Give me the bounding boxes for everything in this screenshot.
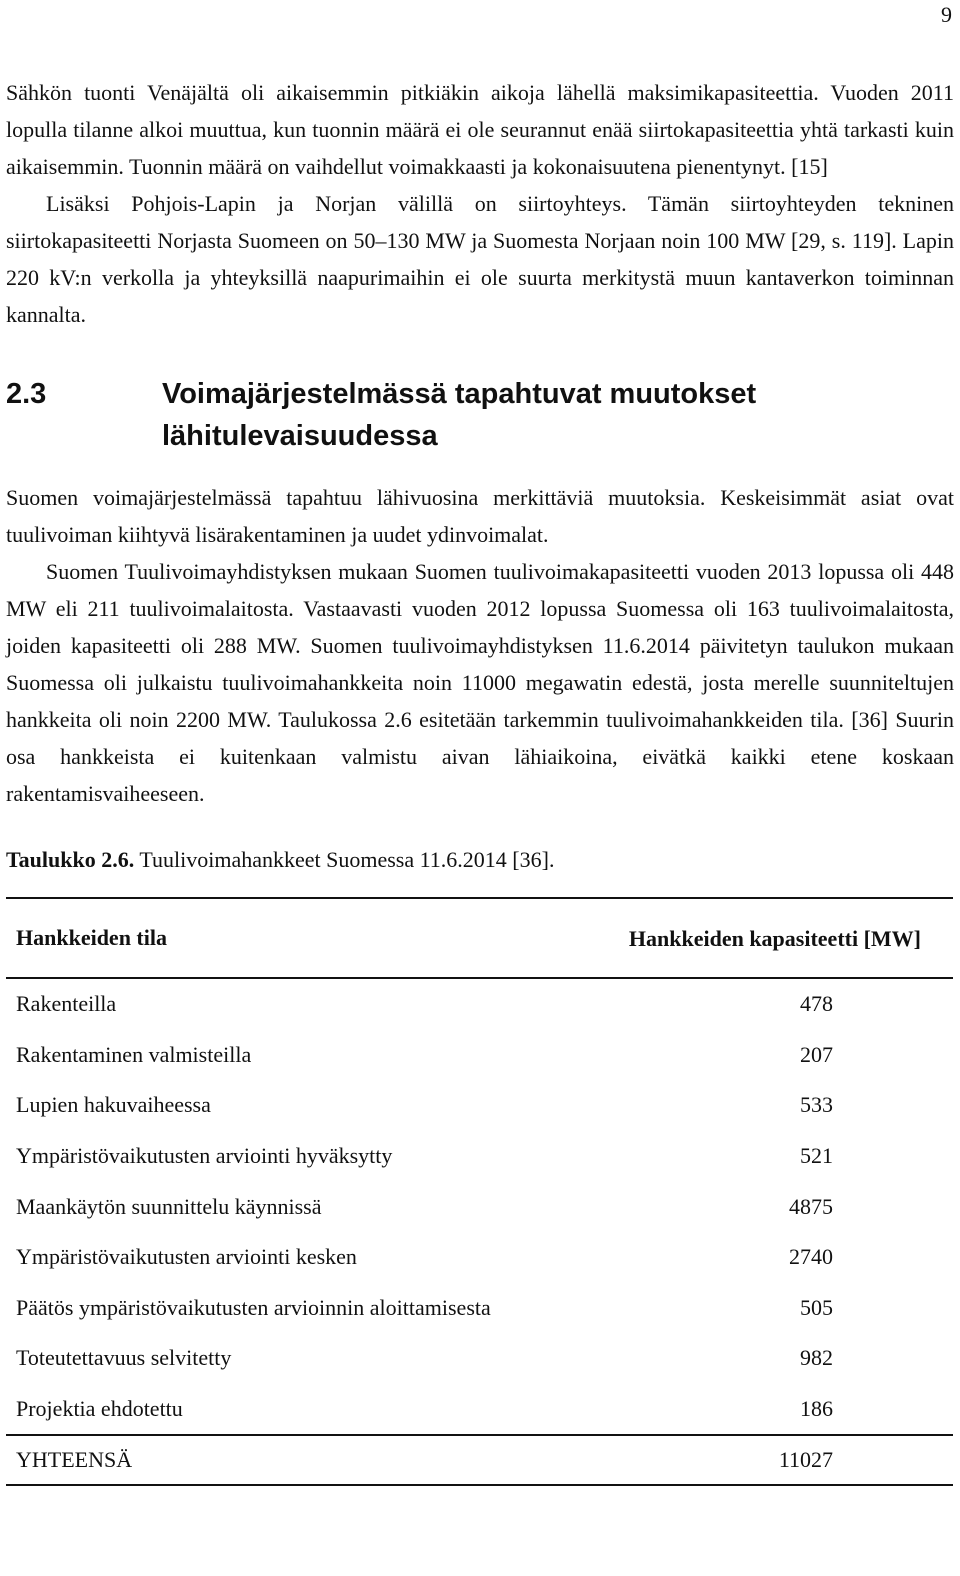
table-row (6, 1283, 953, 1334)
row-capacity: 533 (800, 1092, 833, 1118)
row-capacity: 207 (800, 1041, 833, 1067)
row-status: Toteutettavuus selvitetty (16, 1345, 232, 1371)
row-capacity: 521 (800, 1143, 833, 1169)
section-title: Voimajärjestelmässä tapahtuvat muutokset lähitulevaisuudessa (162, 378, 757, 452)
table-row (6, 978, 953, 1030)
row-status: Lupien hakuvaiheessa (16, 1092, 211, 1118)
row-capacity: 505 (800, 1294, 833, 1320)
row-status: Ympäristövaikutusten arviointi kesken (16, 1244, 357, 1270)
total-label: YHTEENSÄ (6, 1435, 597, 1485)
wind-projects-table (6, 897, 953, 1486)
total-capacity: 11027 (597, 1435, 953, 1485)
page-number: 9 (941, 2, 952, 27)
table-caption-label: Taulukko 2.6. (6, 847, 135, 872)
table-row (6, 1030, 953, 1081)
row-status: Maankäytön suunnittelu käynnissä (16, 1193, 322, 1219)
table-caption-text: Tuulivoimahankkeet Suomessa 11.6.2014 [36]. (139, 847, 555, 872)
paragraph-changes: Suomen voimajärjestelmässä tapahtuu lähivuosina merkittäviä muutoksia. Keskeisimmät asiat ovat tuulivoiman kiihtyvä lisärakentaminen ja uudet ydinvoimalat. (6, 485, 954, 547)
row-status: Päätös ympäristövaikutusten arvioinnin aloittamisesta (16, 1294, 491, 1320)
table-row (6, 1181, 953, 1232)
row-status: Rakentaminen valmisteilla (16, 1041, 252, 1067)
section-number: 2.3 (6, 378, 47, 410)
table-caption (6, 845, 954, 875)
document-body (6, 74, 954, 1486)
table-row (6, 1080, 953, 1131)
row-capacity: 2740 (789, 1244, 833, 1270)
row-capacity: 4875 (789, 1193, 833, 1219)
table-row (6, 1232, 953, 1283)
header-capacity: Hankkeiden kapasiteetti [MW] (597, 898, 953, 978)
row-capacity: 478 (800, 991, 833, 1017)
table-row (6, 1333, 953, 1384)
paragraph-electricity-import: Sähkön tuonti Venäjältä oli aikaisemmin pitkiäkin aikoja lähellä maksimikapasiteettia. Vuoden 2011 lopulla tilanne alkoi muuttua, kun tuonnin määrä ei ole seurannut enää siirtokapasiteettia yhtä tarkasti kuin aikaisemmin. Tuonnin määrä on vaihdellut voimakkaasti ja kokonaisuutena pienentynyt. [15] (6, 80, 954, 179)
table-row (6, 1384, 953, 1436)
table-row (6, 1131, 953, 1182)
row-status: Rakenteilla (16, 991, 117, 1017)
table-header-row (6, 898, 953, 978)
row-capacity: 186 (800, 1396, 833, 1422)
section-heading (6, 373, 954, 457)
paragraph-norway-connection: Lisäksi Pohjois-Lapin ja Norjan välillä on siirtoyhteys. Tämän siirtoyhteyden tekninen siirtokapasiteetti Norjasta Suomeen on 50–130 MW ja Suomesta Norjaan noin 100 MW [29, s. 119]. Lapin 220 kV:n verkolla ja yhteyksillä naapurimaihin ei ole suurta merkitystä muun kantaverkon toiminnan kannalta. (6, 191, 954, 327)
paragraph-wind-power: Suomen Tuulivoimayhdistyksen mukaan Suomen tuulivoimakapasiteetti vuoden 2013 lopussa oli 448 MW eli 211 tuulivoimalaitosta. Vastaavasti vuoden 2012 lopussa Suomessa oli 163 tuulivoimalaitosta, joiden kapasiteetti oli 288 MW. Suomen tuulivoimayhdistyksen 11.6.2014 päivitetyn taulukon mukaan Suomessa oli julkaistu tuulivoimahankkeita noin 11000 megawatin edestä, josta merelle suunniteltujen hankkeita oli noin 2200 MW. Taulukossa 2.6 esitetään tarkemmin tuulivoimahankkeiden tila. [36] Suurin osa hankkeista ei kuitenkaan valmistu aivan lähiaikoina, eivätkä kaikki etene koskaan rakentamisvaiheeseen. (6, 559, 954, 806)
row-status: Ympäristövaikutusten arviointi hyväksytty (16, 1143, 393, 1169)
table-total-row (6, 1435, 953, 1485)
row-status: Projektia ehdotettu (16, 1396, 183, 1422)
row-capacity: 982 (800, 1345, 833, 1371)
header-project-status: Hankkeiden tila (6, 898, 597, 978)
